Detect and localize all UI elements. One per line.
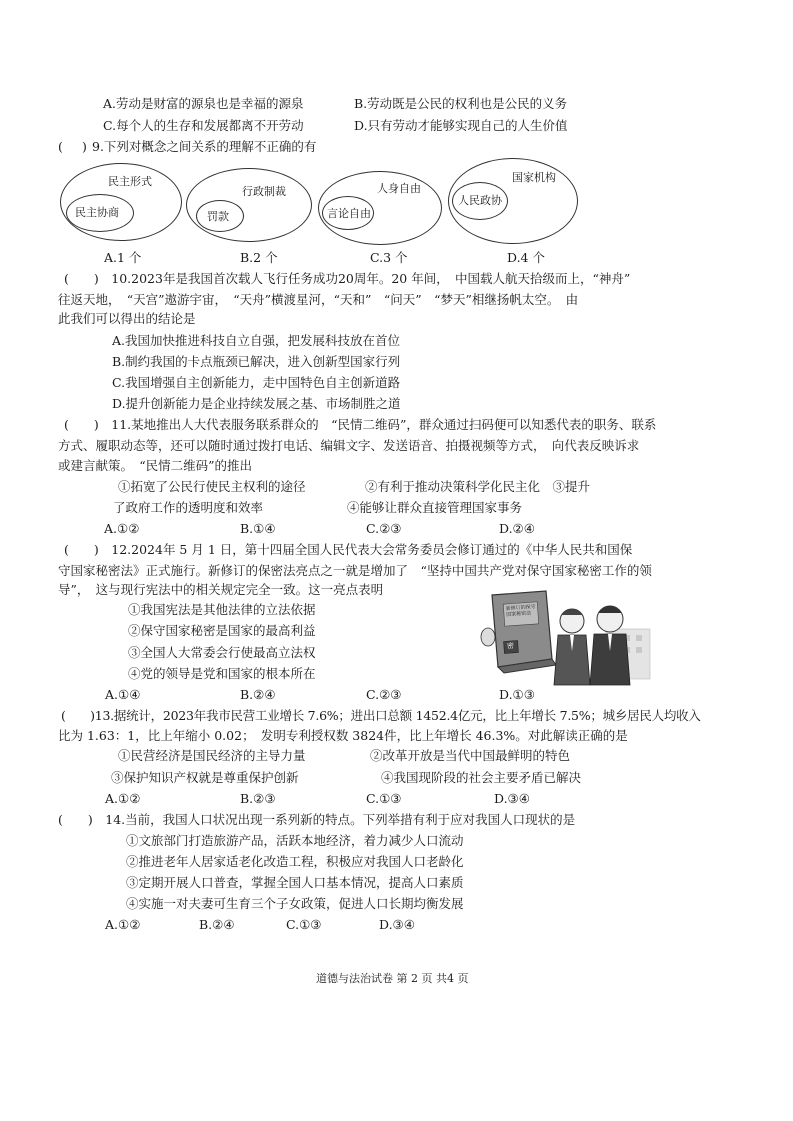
person-icon [554,609,590,685]
person-icon [590,606,630,685]
q13-option-c: C.①③ [366,791,402,806]
q14-statement-4: ④实施一对夫妻可生育三个子女政策，促进人口长期均衡发展 [126,896,464,911]
outer-label: 行政制裁 [242,185,286,198]
q9-paren-open: ( [58,139,63,154]
q13-option-d: D.③④ [494,791,530,806]
q9-stem: 9.下列对概念之间关系的理解不正确的有 [92,139,317,154]
q10-option-a: A.我国加快推进科技自立自强，把发展科技放在首位 [112,333,401,348]
book-badge-text: 密 [506,641,515,651]
q10-line-1: ( ) 10.2023年是我国首次载人飞行任务成功20周年。20 年间， 中国载人航天拾级而上，“神舟” [64,271,631,286]
q8-option-a: A.劳动是财富的源泉也是幸福的源泉 [103,96,304,111]
q8-option-c: C.每个人的生存和发展都离不开劳动 [103,118,304,133]
q11-statement-2-3: ②有利于推动决策科学化民主化 ③提升 [365,479,591,494]
q10-line-3: 此我们可以得出的结论是 [58,311,196,326]
q11-statement-4: ④能够让群众直接管理国家事务 [347,500,523,515]
q12-statement-3: ③全国人大常委会行使最高立法权 [128,645,316,660]
q9-option-c: C.3 个 [370,250,408,265]
book-cover-text: 新修订的保守国家秘密法 [505,604,536,619]
q12-statement-2: ②保守国家秘密是国家的最高利益 [128,623,316,638]
q11-statement-1: ①拓宽了公民行使民主权利的途径 [118,479,306,494]
q14-statement-1: ①文旅部门打造旅游产品，活跃本地经济，着力减少人口流动 [126,833,464,848]
q12-line-3: 导”， 这与现行宪法中的相关规定完全一致。这一亮点表明 [58,582,384,597]
outer-label: 民主形式 [108,175,152,188]
cartoon-illustration [464,589,654,687]
q12-option-b: B.②④ [240,687,276,702]
q9-paren-close: ) [82,139,87,154]
q11-line-3: 或建言献策。 “民情二维码”的推出 [58,458,253,473]
q14-option-a: A.①② [105,917,141,932]
q9-option-b: B.2 个 [240,250,278,265]
q9-option-a: A.1 个 [104,250,142,265]
q13-statement-1: ①民营经济是国民经济的主导力量 [118,748,306,763]
q14-option-c: C.①③ [286,917,322,932]
q14-option-b: B.②④ [199,917,235,932]
q13-statement-3: ③保护知识产权就是尊重保护创新 [111,770,299,785]
q12-option-d: D.①③ [499,687,535,702]
q10-line-2: 往返天地， “天宫”遨游宇宙， “天舟”横渡星河，“天和” “问天” “梦天”相继扬帆太空。 由 [58,292,579,307]
q14-statement-3: ③定期开展人口普查，掌握全国人口基本情况，提高人口素质 [126,875,464,890]
q12-line-2: 守国家秘密法》正式施行。新修订的保密法亮点之一就是增加了 “坚持中国共产党对保守国家秘密工作的领 [58,563,652,578]
q11-option-d: D.②④ [499,521,535,536]
q10-option-d: D.提升创新能力是企业持续发展之基、市场制胜之道 [112,396,401,411]
page-footer: 道德与法治试卷 第 2 页 共4 页 [316,972,469,985]
q11-statement-3-cont: 了政府工作的透明度和效率 [113,500,264,515]
q11-option-b: B.①④ [240,521,276,536]
q10-option-c: C.我国增强自主创新能力，走中国特色自主创新道路 [112,375,401,390]
q13-line-1: ( )13.据统计，2023年我市民营工业增长 7.6%；进出口总额 1452.4亿元，比上年增长 7.5%；城乡居民人均收入 [61,708,701,723]
q8-option-b: B.劳动既是公民的权利也是公民的义务 [354,96,568,111]
cartoon-graphic [464,589,654,687]
q10-option-b: B.制约我国的卡点瓶颈已解决，进入创新型国家行列 [112,354,401,369]
inner-label: 民主协商 [75,206,119,219]
q13-line-2: 比为 1.63：1，比上年缩小 0.02； 发明专利授权数 3824件，比上年增长 46.3%。对此解读正确的是 [58,728,628,743]
inner-label: 人民政协 [458,194,502,207]
q13-statement-2: ②改革开放是当代中国最鲜明的特色 [370,748,571,763]
outer-label: 人身自由 [377,182,421,195]
q12-statement-1: ①我国宪法是其他法律的立法依据 [128,602,316,617]
q14-line-1: ( ) 14.当前，我国人口状况出现一系列新的特点。下列举措有利于应对我国人口现状的是 [58,812,576,827]
q11-line-1: ( ) 11.某地推出人大代表服务联系群众的 “民情二维码”，群众通过扫码便可以知悉代表的职务、联系 [64,417,657,432]
q11-line-2: 方式、履职动态等，还可以随时通过拨打电话、编辑文字、发送语音、拍摄视频等方式， 向代表反映诉求 [58,438,640,453]
q12-line-1: ( ) 12.2024年 5 月 1 日，第十四届全国人民代表大会常务委员会修订通过的《中华人民共和国保 [64,542,633,557]
inner-label: 罚款 [207,210,229,223]
q14-statement-2: ②推进老年人居家适老化改造工程，积极应对我国人口老龄化 [126,854,464,869]
q12-option-c: C.②③ [366,687,402,702]
q12-statement-4: ④党的领导是党和国家的根本所在 [128,666,316,681]
q13-option-a: A.①② [105,791,141,806]
q13-option-b: B.②③ [240,791,276,806]
q9-option-d: D.4 个 [507,250,545,265]
book-icon [492,591,556,673]
q11-option-c: C.②③ [366,521,402,536]
q14-option-d: D.③④ [379,917,415,932]
outer-label: 国家机构 [512,171,556,184]
q12-option-a: A.①④ [105,687,141,702]
inner-label: 言论自由 [327,207,371,220]
q13-statement-4: ④我国现阶段的社会主要矛盾已解决 [381,770,582,785]
q11-option-a: A.①② [104,521,140,536]
q8-option-d: D.只有劳动才能够实现自己的人生价值 [354,118,568,133]
